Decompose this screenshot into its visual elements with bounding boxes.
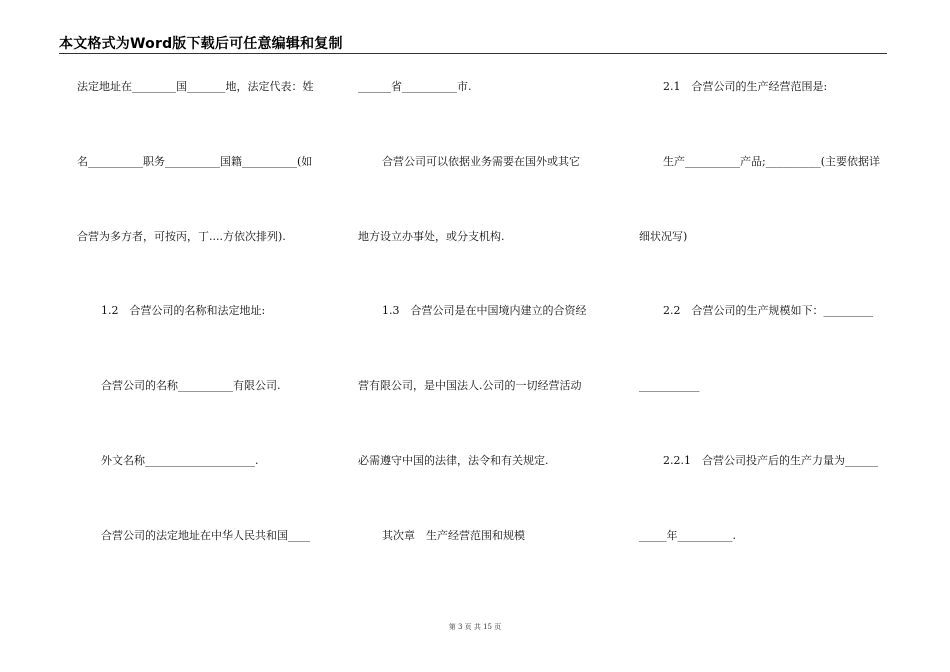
- col1-line-1: 法定地址在________国_______地，法定代表：姓: [77, 80, 314, 93]
- col1-line-6: 外文名称____________________.: [101, 454, 259, 467]
- col3-line-5: ___________: [639, 379, 700, 392]
- col3-line-6: 2.2.1 合营公司投产后的生产力量为______: [663, 454, 878, 467]
- col2-line-4: 1.3 合营公司是在中国境内建立的合资经: [382, 304, 587, 317]
- col1-line-7: 合营公司的法定地址在中华人民共和国____: [101, 529, 310, 542]
- col2-line-7: 其次章 生产经营范围和规模: [382, 529, 525, 542]
- col2-line-1: ______省__________市.: [358, 80, 472, 93]
- col2-line-3: 地方设立办事处，或分支机构.: [358, 230, 505, 243]
- col1-line-3: 合营为多方者，可按丙，丁....方依次排列).: [77, 230, 286, 243]
- col1-line-4: 1.2 合营公司的名称和法定地址:: [101, 304, 266, 317]
- col2-line-2: 合营公司可以依据业务需要在国外或其它: [382, 155, 580, 168]
- col2-line-6: 必需遵守中国的法律，法令和有关规定.: [358, 454, 549, 467]
- page-number: 第 3 页 共 15 页: [448, 623, 502, 631]
- col1-line-2: 名__________职务__________国籍__________(如: [77, 155, 313, 168]
- col3-line-4: 2.2 合营公司的生产规模如下：_________: [663, 304, 873, 317]
- col1-line-5: 合营公司的名称__________有限公司.: [101, 379, 281, 392]
- col3-line-1: 2.1 合营公司的生产经营范围是:: [663, 80, 828, 93]
- col3-line-7: _____年__________.: [639, 529, 736, 542]
- header-divider: [59, 53, 887, 54]
- col2-line-5: 营有限公司，是中国法人.公司的一切经营活动: [358, 379, 582, 392]
- document-header-title: 本文格式为Word版下载后可任意编辑和复制: [59, 36, 343, 52]
- col3-line-3: 细状况写): [639, 230, 688, 243]
- col3-line-2: 生产__________产品;__________(主要依据详: [663, 155, 880, 168]
